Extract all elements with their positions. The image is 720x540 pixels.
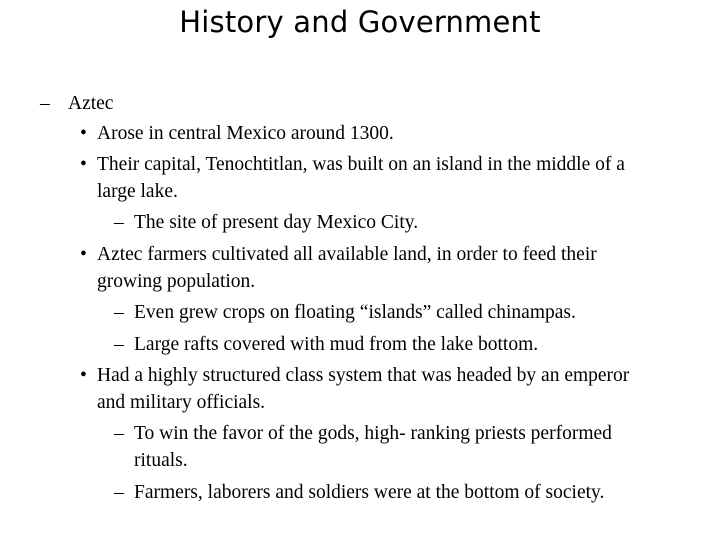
slide-title: History and Government — [179, 5, 541, 39]
subpoint-dash-marker: – — [114, 334, 124, 355]
bullet-marker: • — [80, 365, 87, 386]
bullet-text-continuation: growing population. — [97, 271, 256, 292]
bullet-text: Their capital, Tenochtitlan, was built on an island in the middle of a — [97, 154, 625, 175]
subpoint-text: Even grew crops on floating “islands” called chinampas. — [134, 302, 576, 323]
subpoint-text: The site of present day Mexico City. — [134, 212, 419, 233]
bullet-marker: • — [80, 244, 87, 265]
subpoint-text-continuation: rituals. — [134, 450, 188, 471]
bullet-text: Aztec farmers cultivated all available land, in order to feed their — [97, 244, 597, 265]
bullet-text: Had a highly structured class system that was headed by an emperor — [97, 365, 630, 386]
section-dash-marker: – — [40, 93, 50, 114]
bullet-text-continuation: large lake. — [97, 181, 178, 202]
subpoint-dash-marker: – — [114, 482, 124, 503]
bullet-text: Arose in central Mexico around 1300. — [97, 123, 394, 144]
section-heading: Aztec — [68, 93, 114, 114]
subpoint-dash-marker: – — [114, 423, 124, 444]
subpoint-text: Farmers, laborers and soldiers were at the bottom of society. — [134, 482, 605, 503]
bullet-marker: • — [80, 154, 87, 175]
subpoint-dash-marker: – — [114, 302, 124, 323]
subpoint-dash-marker: – — [114, 212, 124, 233]
bullet-text-continuation: and military officials. — [97, 392, 266, 413]
subpoint-text: Large rafts covered with mud from the lake bottom. — [134, 334, 539, 355]
subpoint-text: To win the favor of the gods, high- ranking priests performed — [134, 423, 612, 444]
bullet-marker: • — [80, 123, 87, 144]
